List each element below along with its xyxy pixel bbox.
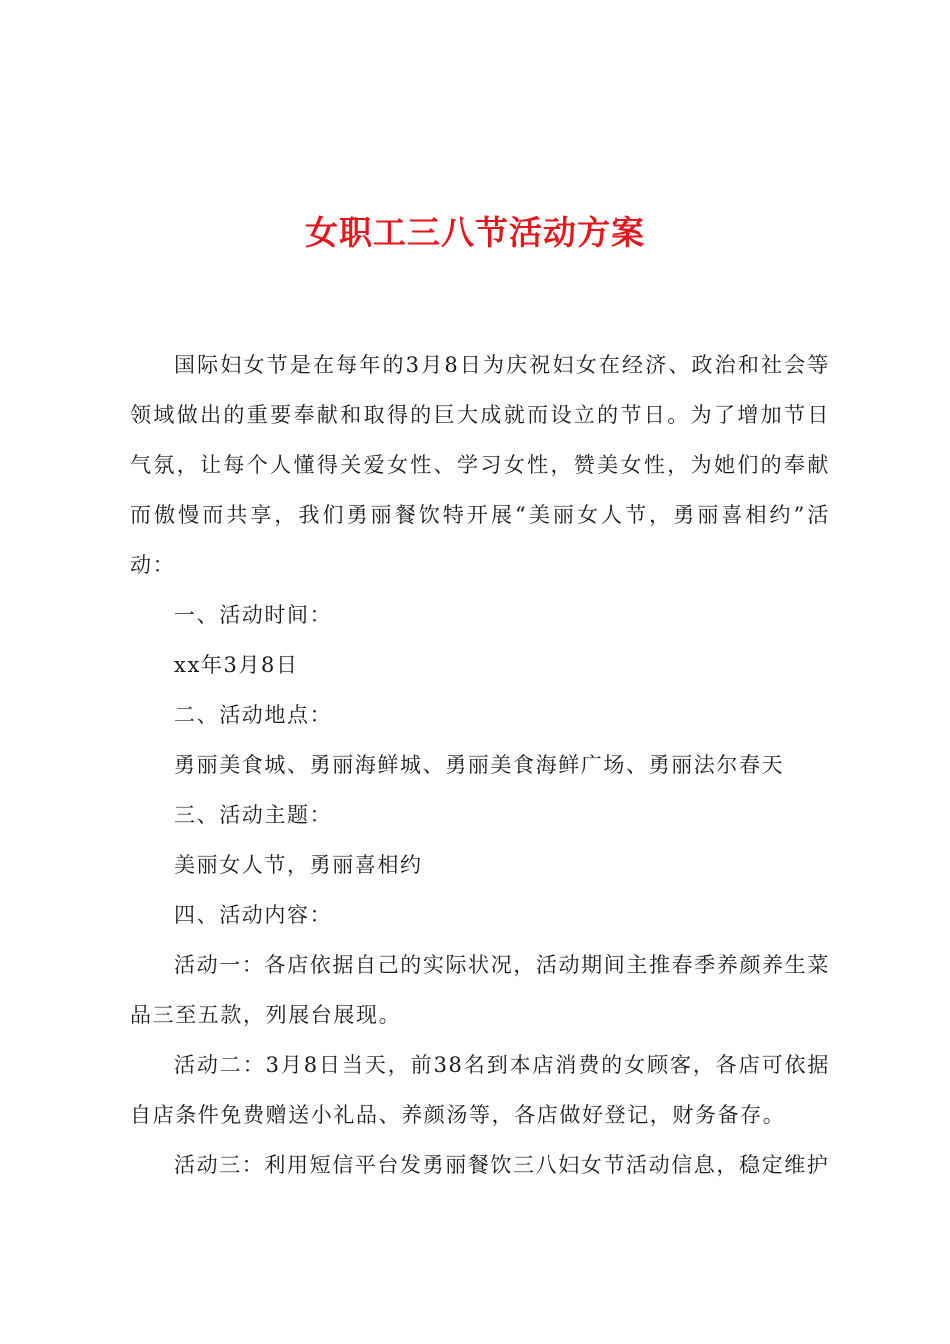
activity-one-paragraph: 活动一：各店依据自己的实际状况，活动期间主推春季养颜养生菜品三至五款，列展台展现。 (130, 953, 830, 1027)
section-heading-location: 二、活动地点： (174, 703, 333, 727)
section-heading-content: 四、活动内容： (174, 903, 333, 927)
document-title: 女职工三八节活动方案 (305, 213, 645, 252)
section-heading-theme: 三、活动主题： (174, 803, 333, 827)
activity-locations: 勇丽美食城、勇丽海鲜城、勇丽美食海鲜广场、勇丽法尔春天 (174, 753, 785, 777)
activity-three-paragraph: 活动三：利用短信平台发勇丽餐饮三八妇女节活动信息，稳定维护 (174, 1153, 830, 1177)
document-body (130, 340, 830, 1190)
activity-date: xx年3月8日 (174, 653, 299, 677)
intro-paragraph: 国际妇女节是在每年的3月8日为庆祝妇女在经济、政治和社会等领域做出的重要奉献和取得的巨大成就而设立的节日。为了增加节日气氛，让每个人懂得关爱女性、学习女性，赞美女性，为她们的奉献而傲慢而共享，我们勇丽餐饮特开展“美丽女人节，勇丽喜相约”活动： (130, 353, 830, 577)
activity-theme: 美丽女人节，勇丽喜相约 (174, 853, 423, 877)
activity-two-paragraph: 活动二：3月8日当天，前38名到本店消费的女顾客，各店可依据自店条件免费赠送小礼品、养颜汤等，各店做好登记，财务备存。 (130, 1053, 830, 1127)
section-heading-time: 一、活动时间： (174, 603, 333, 627)
